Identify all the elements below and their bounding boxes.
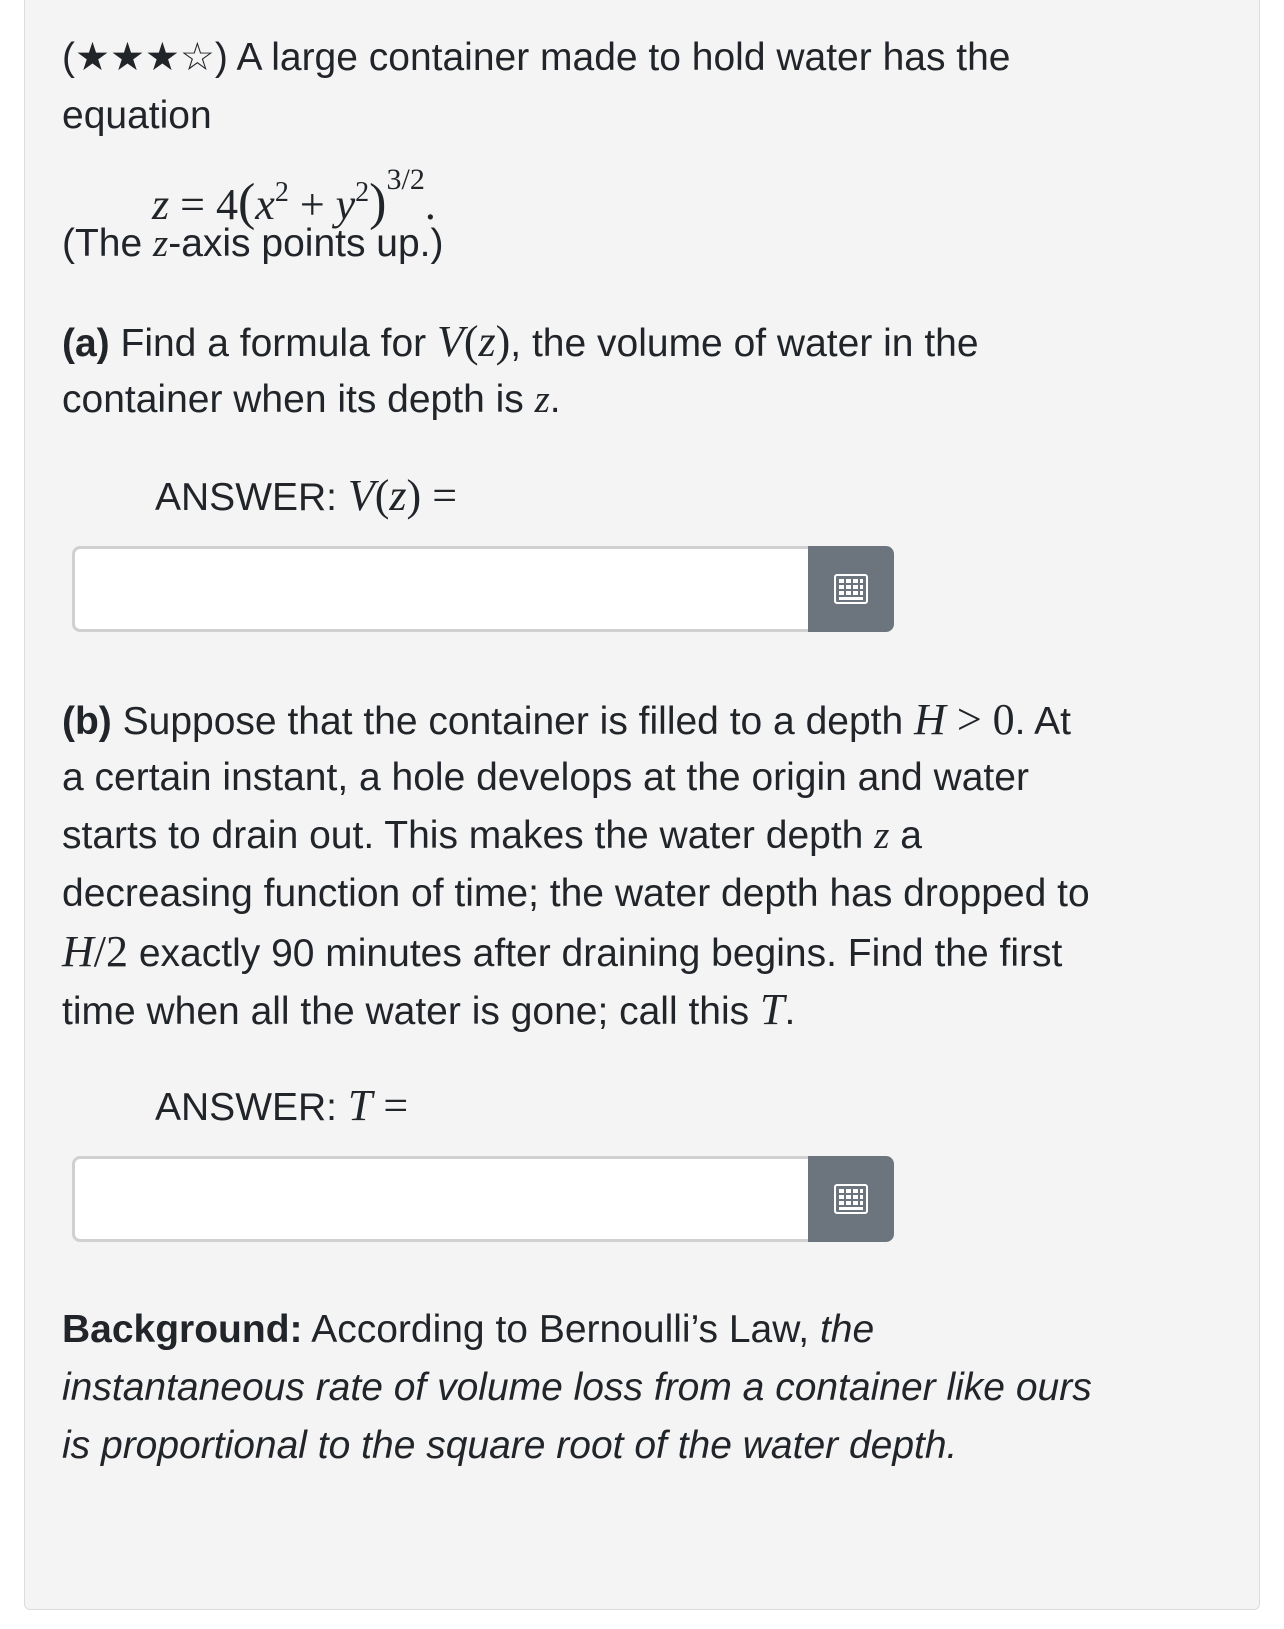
part-a-line-2: container when its depth is z. — [62, 378, 561, 421]
part-b-answer-row — [72, 1156, 894, 1242]
part-b-answer-input[interactable] — [72, 1156, 808, 1242]
intro-line-2: equation — [62, 94, 212, 137]
part-b-line-5: H/2 exactly 90 minutes after draining begins. Find the first — [62, 927, 1063, 976]
difficulty-stars: (★★★☆) — [62, 36, 228, 79]
intro-line-1: (★★★☆) A large container made to hold water has the — [62, 36, 1011, 79]
background-label: Background: — [62, 1308, 303, 1351]
part-a-answer-label: ANSWER: V(z) = — [155, 471, 458, 520]
background-line-3: is proportional to the square root of the water depth. — [62, 1424, 958, 1467]
part-b-line-1: (b) Suppose that the container is filled to a depth H > 0. At — [62, 695, 1072, 744]
part-a-answer-input[interactable] — [72, 546, 808, 632]
part-b-line-2: a certain instant, a hole develops at the origin and water — [62, 756, 1029, 799]
part-a-label: (a) — [62, 322, 110, 365]
part-b-answer-label: ANSWER: T = — [155, 1081, 409, 1130]
part-b-label: (b) — [62, 700, 112, 743]
background-line-1: Background: According to Bernoulli’s Law, the — [62, 1308, 875, 1351]
keypad-icon — [834, 574, 868, 604]
container-equation: $z = 4(x^2 + y^2)^{3/2}$. — [152, 163, 436, 231]
part-a-line-1: (a) Find a formula for V(z), the volume of water in the — [62, 317, 979, 366]
part-b-line-4: decreasing function of time; the water depth has dropped to — [62, 872, 1090, 915]
part-b-line-3: starts to drain out. This makes the water depth z a — [62, 814, 922, 857]
part-b-keypad-button[interactable] — [808, 1156, 894, 1242]
axis-note: (The z-axis points up.) — [62, 222, 444, 265]
part-a-keypad-button[interactable] — [808, 546, 894, 632]
background-line-2: instantaneous rate of volume loss from a container like ours — [62, 1366, 1092, 1409]
part-b-line-6: time when all the water is gone; call this T. — [62, 985, 796, 1034]
keypad-icon — [834, 1184, 868, 1214]
part-a-answer-row — [72, 546, 894, 632]
